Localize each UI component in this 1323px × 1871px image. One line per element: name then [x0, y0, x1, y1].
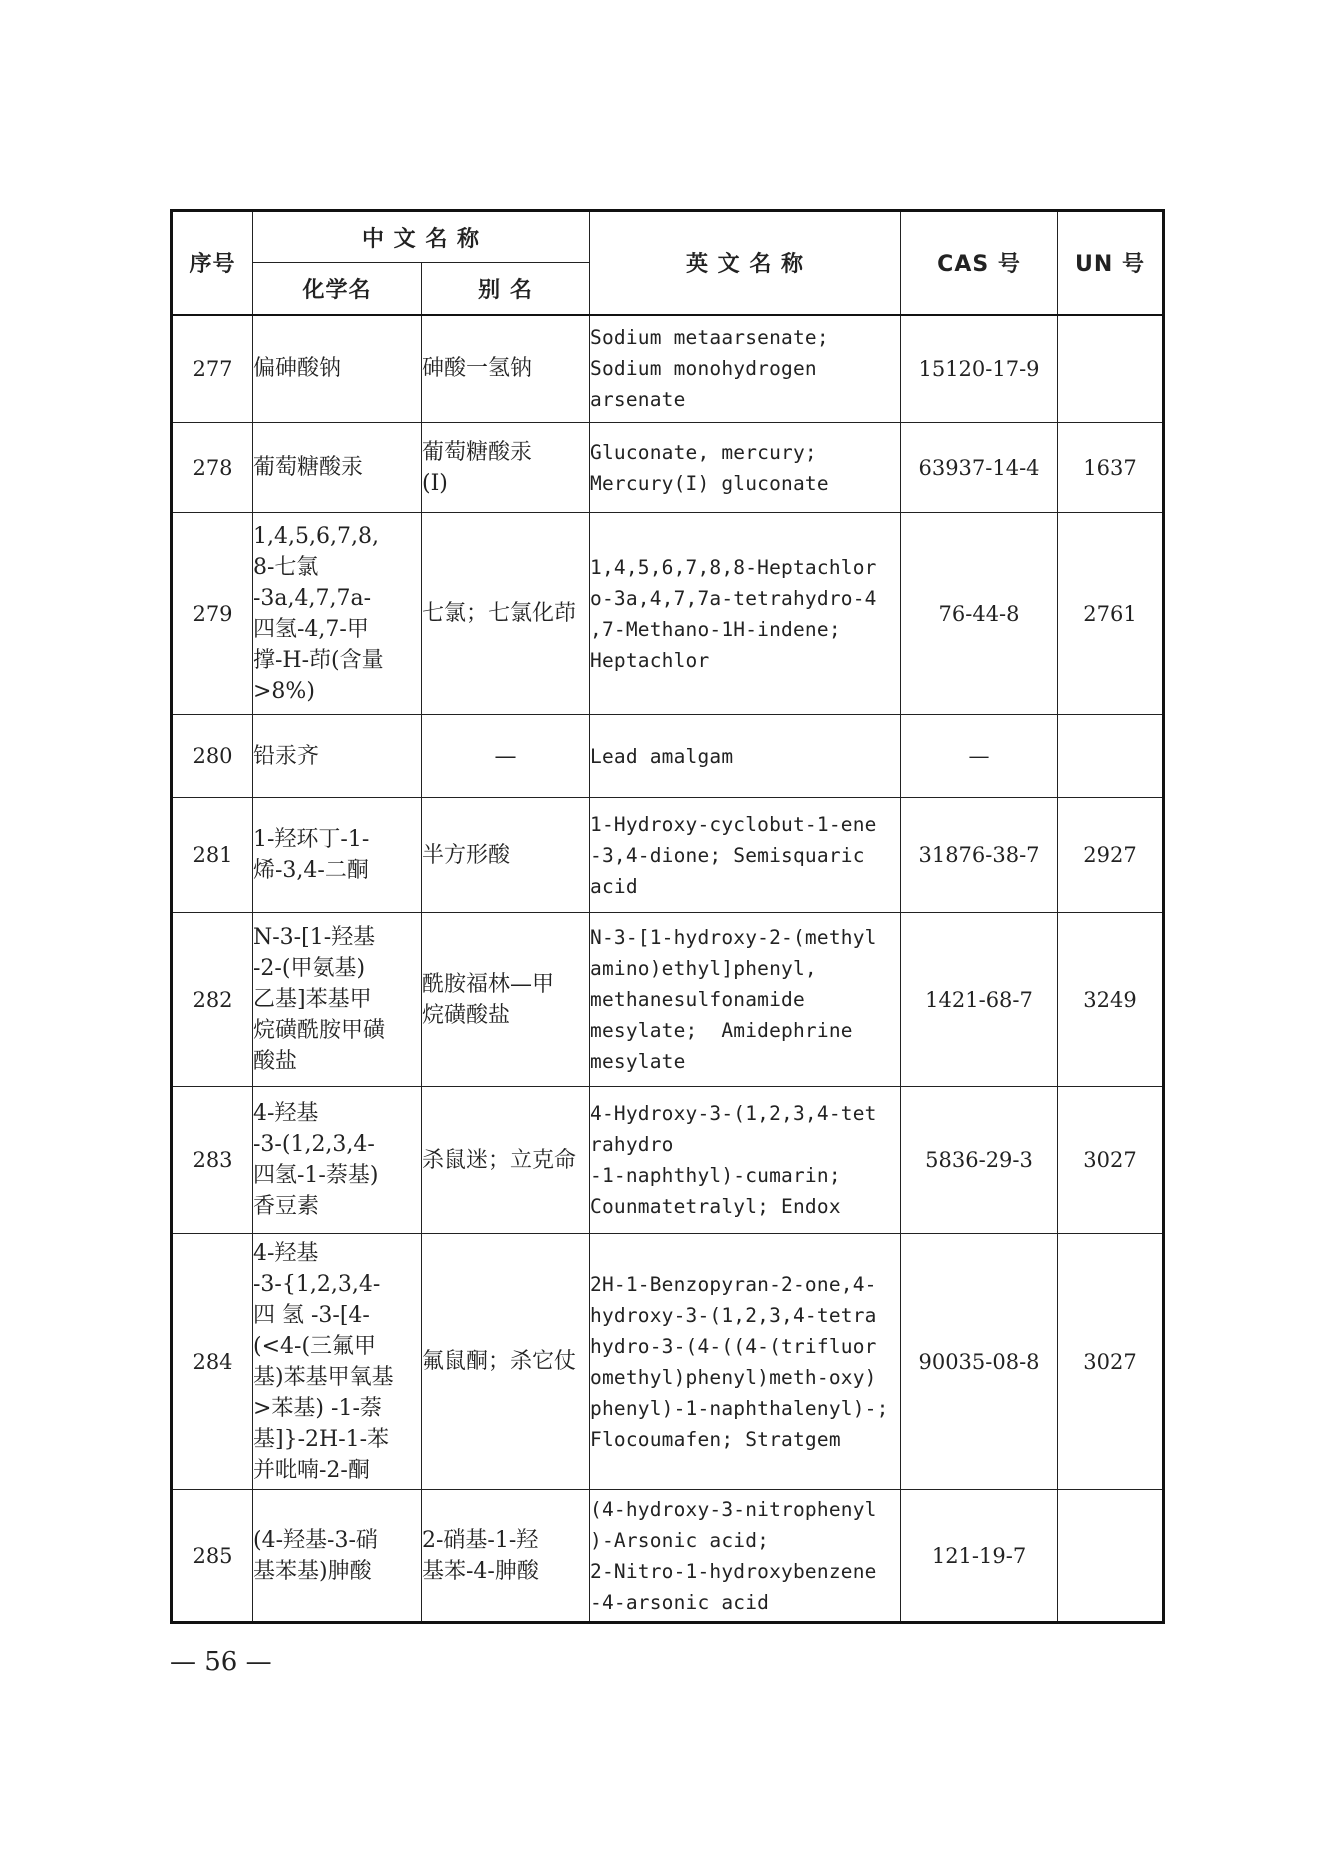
- cell-english-name-line: (4-hydroxy-3-nitrophenyl: [590, 1497, 877, 1521]
- cell-chemical-name-line: (4-羟基-3-硝: [253, 1527, 378, 1553]
- cell-chemical-name: [253, 315, 422, 423]
- cell-cas: 63937-14-4: [901, 423, 1058, 513]
- cell-seq: 281: [172, 798, 253, 913]
- cell-english-name: [590, 1087, 901, 1234]
- cell-seq: 277: [172, 315, 253, 423]
- cell-chemical-name-line: 四 氢 -3-[4-: [253, 1302, 370, 1328]
- table-row: [172, 1087, 1164, 1234]
- table-row: [172, 315, 1164, 423]
- cell-chemical-name-line: 并吡喃-2-酮: [253, 1457, 370, 1483]
- cell-chemical-name: [253, 1490, 422, 1623]
- cell-cas: 121-19-7: [901, 1490, 1058, 1623]
- cell-cas: 1421-68-7: [901, 913, 1058, 1087]
- cell-chemical-name-line: 烯-3,4-二酮: [253, 858, 369, 883]
- cell-english-name-line: Flocoumafen; Stratgem: [590, 1427, 841, 1451]
- table-row: [172, 513, 1164, 715]
- cell-english-name-line: Gluconate, mercury;: [590, 440, 817, 464]
- cell-seq: 283: [172, 1087, 253, 1234]
- cell-english-name-line: rahydro: [590, 1133, 674, 1156]
- cell-chemical-name-line: >苯基) -1-萘: [253, 1395, 382, 1421]
- cell-chemical-name-line: 四氢-4,7-甲: [253, 616, 369, 642]
- cell-english-name: [590, 715, 901, 798]
- cell-alias: [422, 913, 590, 1087]
- cell-chemical-name-line: 1-羟环丁-1-: [253, 827, 370, 852]
- page-number: — 56 —: [170, 1647, 272, 1677]
- cell-seq: 284: [172, 1234, 253, 1490]
- cell-english-name-line: Lead amalgam: [590, 744, 734, 768]
- table-row: [172, 798, 1164, 913]
- cell-english-name-line: arsenate: [590, 388, 686, 412]
- cell-alias: [422, 715, 590, 798]
- cell-english-name: [590, 1490, 901, 1623]
- cell-english-name: [590, 1234, 901, 1490]
- cell-un: [1058, 1490, 1164, 1623]
- cell-alias-line: 基苯-4-胂酸: [422, 1558, 539, 1584]
- cell-un: 2927: [1058, 798, 1164, 913]
- cell-chemical-name-line: 乙基]苯基甲: [253, 987, 372, 1012]
- cell-english-name-line: Sodium metaarsenate;: [590, 326, 829, 350]
- cell-english-name-line: 2H-1-Benzopyran-2-one,4-: [590, 1272, 877, 1296]
- cell-un: 3249: [1058, 913, 1164, 1087]
- cell-un: 3027: [1058, 1234, 1164, 1490]
- cell-alias: [422, 1087, 590, 1234]
- cell-alias-line: 砷酸一氢钠: [422, 356, 533, 382]
- cell-english-name: [590, 913, 901, 1087]
- cell-english-name-line: methanesulfonamide: [590, 988, 805, 1011]
- cell-chemical-name-line: 撑-H-茚(含量: [253, 647, 384, 673]
- table-body: [172, 315, 1164, 1623]
- cell-chemical-name-line: -2-(甲氨基): [253, 956, 366, 981]
- cell-english-name-line: hydroxy-3-(1,2,3,4-tetra: [590, 1303, 877, 1327]
- cell-cas: —: [901, 715, 1058, 798]
- cell-un: 1637: [1058, 423, 1164, 513]
- cell-english-name-line: acid: [590, 874, 638, 898]
- cell-alias-line: 烷磺酸盐: [422, 1002, 511, 1028]
- cell-chemical-name-line: 基苯基)胂酸: [253, 1558, 372, 1584]
- cell-chemical-name-line: -3-(1,2,3,4-: [253, 1132, 375, 1157]
- cell-chemical-name-line: 铅汞齐: [253, 743, 320, 769]
- cell-english-name-line: hydro-3-(4-((4-(trifluor: [590, 1334, 877, 1358]
- cell-chemical-name: [253, 1087, 422, 1234]
- cell-chemical-name-line: 8-七氯: [253, 554, 319, 580]
- cell-un: [1058, 715, 1164, 798]
- cell-chemical-name-line: -3a,4,7,7a-: [253, 585, 372, 611]
- header-cn-group: 中 文 名 称: [253, 211, 590, 263]
- cell-chemical-name: [253, 798, 422, 913]
- cell-chemical-name: [253, 513, 422, 715]
- table-row: [172, 1490, 1164, 1623]
- cell-un: [1058, 315, 1164, 423]
- header-cas: CAS 号: [901, 211, 1058, 315]
- cell-english-name-line: -1-naphthyl)-cumarin;: [590, 1164, 841, 1187]
- cell-un: 3027: [1058, 1087, 1164, 1234]
- cell-cas: 5836-29-3: [901, 1087, 1058, 1234]
- cell-chemical-name-line: -3-{1,2,3,4-: [253, 1271, 381, 1297]
- cell-alias-line: 氟鼠酮；杀它仗: [422, 1349, 577, 1374]
- table-row: [172, 715, 1164, 798]
- cell-un: 2761: [1058, 513, 1164, 715]
- cell-seq: 279: [172, 513, 253, 715]
- cell-cas: 31876-38-7: [901, 798, 1058, 913]
- cell-seq: 285: [172, 1490, 253, 1623]
- cell-alias-line: 2-硝基-1-羟: [422, 1527, 539, 1553]
- cell-alias-line: —: [494, 743, 517, 769]
- cell-english-name-line: Mercury(I) gluconate: [590, 471, 829, 495]
- cell-alias-line: 杀鼠迷；立克命: [422, 1147, 577, 1173]
- header-seq: 序号: [172, 211, 253, 315]
- cell-seq: 278: [172, 423, 253, 513]
- cell-chemical-name-line: 四氢-1-萘基): [253, 1163, 379, 1188]
- cell-chemical-name-line: >8%): [253, 678, 315, 704]
- cell-english-name-line: mesylate; Amidephrine: [590, 1019, 853, 1042]
- cell-english-name-line: 1,4,5,6,7,8,8-Heptachlor: [590, 555, 877, 579]
- cell-alias: [422, 423, 590, 513]
- cell-chemical-name-line: 4-羟基: [253, 1240, 319, 1266]
- cell-english-name-line: mesylate: [590, 1050, 686, 1073]
- chemical-catalog-table: [170, 209, 1165, 1624]
- cell-chemical-name-line: N-3-[1-羟基: [253, 925, 376, 950]
- cell-chemical-name-line: 4-羟基: [253, 1101, 319, 1126]
- cell-english-name-line: ,7-Methano-1H-indene;: [590, 617, 841, 641]
- cell-english-name-line: phenyl)-1-naphthalenyl)-;: [590, 1396, 889, 1420]
- cell-cas: 90035-08-8: [901, 1234, 1058, 1490]
- header-en: 英 文 名 称: [590, 211, 901, 315]
- cell-alias-line: (I): [422, 470, 448, 496]
- cell-alias: [422, 315, 590, 423]
- cell-english-name-line: N-3-[1-hydroxy-2-(methyl: [590, 926, 877, 949]
- cell-cas: 76-44-8: [901, 513, 1058, 715]
- cell-alias: [422, 1234, 590, 1490]
- cell-english-name-line: -4-arsonic acid: [590, 1590, 770, 1614]
- cell-alias: [422, 1490, 590, 1623]
- cell-chemical-name-line: 基]}-2H-1-苯: [253, 1426, 390, 1452]
- cell-chemical-name-line: 葡萄糖酸汞: [253, 455, 364, 480]
- header-cn-chem: 化学名: [253, 263, 422, 315]
- table-row: [172, 423, 1164, 513]
- cell-english-name-line: o-3a,4,7,7a-tetrahydro-4: [590, 586, 877, 610]
- cell-english-name-line: 2-Nitro-1-hydroxybenzene: [590, 1559, 877, 1583]
- cell-english-name-line: Sodium monohydrogen: [590, 357, 817, 381]
- cell-chemical-name-line: 烷磺酰胺甲磺: [253, 1018, 386, 1043]
- cell-alias-line: 酰胺福林—甲: [422, 971, 555, 997]
- cell-chemical-name-line: 香豆素: [253, 1194, 320, 1219]
- cell-chemical-name-line: (<4-(三氟甲: [253, 1333, 377, 1359]
- cell-english-name-line: omethyl)phenyl)meth-oxy): [590, 1365, 877, 1389]
- cell-chemical-name: [253, 913, 422, 1087]
- cell-chemical-name: [253, 1234, 422, 1490]
- cell-chemical-name-line: 1,4,5,6,7,8,: [253, 523, 379, 549]
- cell-english-name-line: Heptachlor: [590, 648, 710, 672]
- table-row: [172, 1234, 1164, 1490]
- cell-alias-line: 葡萄糖酸汞: [422, 439, 533, 465]
- cell-chemical-name-line: 酸盐: [253, 1049, 298, 1074]
- cell-alias: [422, 513, 590, 715]
- cell-alias: [422, 798, 590, 913]
- header-cn-alias: 别 名: [422, 263, 590, 315]
- cell-english-name-line: Counmatetralyl; Endox: [590, 1195, 841, 1218]
- cell-chemical-name-line: 偏砷酸钠: [253, 356, 342, 382]
- cell-seq: 282: [172, 913, 253, 1087]
- cell-seq: 280: [172, 715, 253, 798]
- cell-english-name: [590, 423, 901, 513]
- cell-alias-line: 半方形酸: [422, 842, 511, 868]
- cell-english-name: [590, 513, 901, 715]
- cell-cas: 15120-17-9: [901, 315, 1058, 423]
- cell-english-name-line: 4-Hydroxy-3-(1,2,3,4-tet: [590, 1102, 877, 1125]
- cell-english-name-line: amino)ethyl]phenyl,: [590, 957, 817, 980]
- cell-english-name: [590, 798, 901, 913]
- cell-alias-line: 七氯；七氯化茚: [422, 601, 577, 626]
- cell-english-name-line: 1-Hydroxy-cyclobut-1-ene: [590, 812, 877, 836]
- cell-english-name-line: )-Arsonic acid;: [590, 1528, 770, 1552]
- table-header: [172, 211, 1164, 315]
- header-un: UN 号: [1058, 211, 1164, 315]
- table-row: [172, 913, 1164, 1087]
- cell-english-name-line: -3,4-dione; Semisquaric: [590, 843, 865, 867]
- cell-chemical-name-line: 基)苯基甲氧基: [253, 1364, 394, 1390]
- cell-chemical-name: [253, 423, 422, 513]
- cell-chemical-name: [253, 715, 422, 798]
- cell-english-name: [590, 315, 901, 423]
